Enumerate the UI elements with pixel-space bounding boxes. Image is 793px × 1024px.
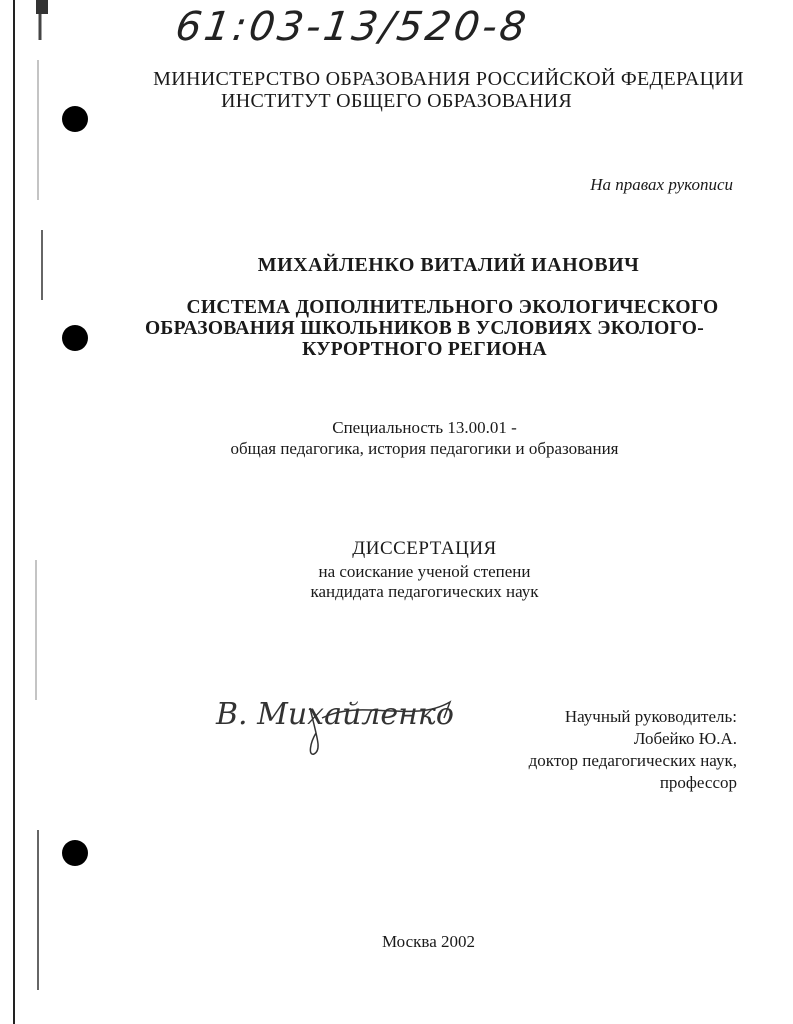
advisor-rank: профессор xyxy=(659,773,737,792)
title-line-2: ОБРАЗОВАНИЯ ШКОЛЬНИКОВ В УСЛОВИЯХ ЭКОЛОГО- xyxy=(144,318,705,339)
ministry-name: МИНИСТЕРСТВО ОБРАЗОВАНИЯ РОССИЙСКОЙ ФЕДЕРАЦИИ xyxy=(153,68,744,90)
advisor-label: Научный руководитель: xyxy=(564,707,737,726)
handwritten-archive-code: 61:03-13/520-8 xyxy=(172,4,532,50)
binder-hole xyxy=(62,840,88,866)
dissertation-heading: ДИССЕРТАЦИЯ xyxy=(352,538,497,559)
svg-text:В. Михайленко: В. Михайленко xyxy=(216,697,454,732)
specialty-name: общая педагогика, история педагогики и образования xyxy=(230,439,619,458)
title-line-3: КУРОРТНОГО РЕГИОНА xyxy=(302,339,547,360)
author-signature xyxy=(212,688,462,758)
city-year: Москва 2002 xyxy=(381,932,476,951)
manuscript-note: На правах рукописи xyxy=(590,175,733,194)
author-name: МИХАЙЛЕНКО ВИТАЛИЙ ИАНОВИЧ xyxy=(257,254,640,276)
specialty-code: Специальность 13.00.01 - xyxy=(332,418,517,437)
advisor-degree: доктор педагогических наук, xyxy=(528,751,737,770)
advisor-block xyxy=(529,706,737,794)
degree-line-2: кандидата педагогических наук xyxy=(310,582,539,601)
institute-name: ИНСТИТУТ ОБЩЕГО ОБРАЗОВАНИЯ xyxy=(220,90,573,112)
degree-line-1: на соискание ученой степени xyxy=(318,562,531,581)
advisor-name: Лобейко Ю.А. xyxy=(633,729,737,748)
title-line-1: СИСТЕМА ДОПОЛНИТЕЛЬНОГО ЭКОЛОГИЧЕСКОГО xyxy=(186,297,719,318)
scan-edge-artifact xyxy=(0,0,60,1024)
